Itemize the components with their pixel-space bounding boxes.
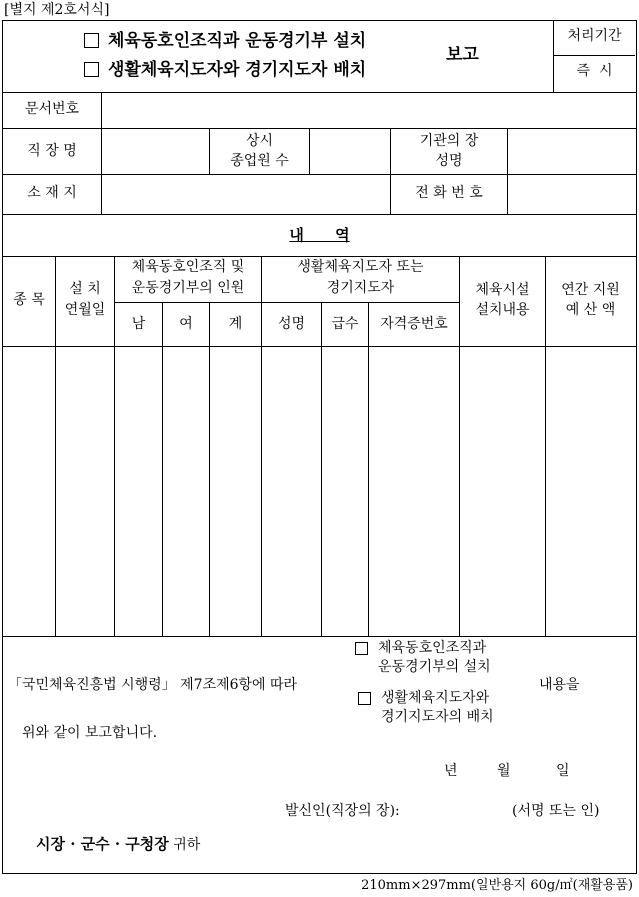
- statement-checkbox-1[interactable]: [355, 642, 368, 655]
- employees-label-line2: 종업원 수: [230, 153, 289, 169]
- statement-content-of: 내용을: [539, 677, 580, 693]
- statement-law: 「국민체육진흥법 시행령」 제7조제6항에 따라: [8, 677, 298, 693]
- head-label-line1: 기관의 장: [419, 133, 479, 149]
- recipient: [36, 835, 200, 855]
- statement-option-1-line2: 운동경기부의 설치: [378, 659, 491, 675]
- col-establish-line2: 연월일: [64, 302, 106, 318]
- workplace-label: 직 장 명: [27, 143, 77, 159]
- title-suffix: 보고: [446, 45, 479, 65]
- details-header: 내 역: [289, 226, 350, 244]
- location-label: 소 재 지: [27, 185, 77, 201]
- sign-label: (서명 또는 인): [512, 803, 600, 819]
- head-name-value[interactable]: [508, 129, 635, 174]
- location-value[interactable]: [102, 175, 390, 214]
- detail-table-body[interactable]: [3, 347, 635, 636]
- title-checkbox-2[interactable]: [84, 62, 99, 77]
- phone-label: 전 화 번 호: [415, 185, 483, 201]
- date-month: 월: [497, 763, 511, 779]
- date-day: 일: [556, 763, 570, 779]
- doc-number-value[interactable]: [102, 93, 635, 128]
- title-option-2: 생활체육지도자와 경기지도자 배치: [108, 60, 367, 80]
- col-cert: 자격증번호: [380, 316, 448, 332]
- phone-value[interactable]: [508, 175, 635, 214]
- col-instructor-line2: 경기지도자: [326, 280, 395, 296]
- statement-option-2-line1: 생활체육지도자와: [381, 690, 490, 706]
- col-budget-line1: 연간 지원: [561, 282, 620, 298]
- sender-label: 발신인(직장의 장):: [285, 803, 400, 819]
- col-male: 남: [131, 316, 146, 332]
- col-facility-line2: 설치내용: [475, 302, 530, 318]
- statement-report: 위와 같이 보고합니다.: [22, 725, 158, 741]
- col-establish-line1: 설 치: [69, 281, 101, 297]
- doc-number-label: 문서번호: [24, 101, 80, 117]
- statement-option-1-line1: 체육동호인조직과: [378, 640, 487, 656]
- col-facility-line1: 체육시설: [475, 282, 530, 298]
- col-total: 계: [228, 316, 243, 332]
- workplace-value[interactable]: [102, 129, 209, 174]
- statement-checkbox-2[interactable]: [358, 692, 371, 705]
- col-club-line2: 운동경기부의 인원: [131, 280, 245, 296]
- col-event: 종 목: [13, 292, 45, 308]
- employees-value[interactable]: [310, 129, 390, 174]
- head-label-line2: 성명: [435, 153, 463, 169]
- form-label: [별지 제2호서식]: [4, 2, 110, 18]
- recipient-title: 시장 · 군수 · 구청장: [36, 835, 169, 853]
- col-budget-line2: 예 산 액: [565, 302, 616, 318]
- paper-spec: 210mm×297mm(일반용지 60g/㎡(재활용품): [361, 878, 633, 893]
- date-year: 년: [444, 763, 458, 779]
- col-instructor-line1: 생활체육지도자 또는: [297, 259, 424, 275]
- statement-option-2-line2: 경기지도자의 배치: [381, 709, 494, 725]
- processing-value: 즉 시: [576, 63, 613, 79]
- col-grade: 급수: [331, 316, 359, 332]
- col-club-line1: 체육동호인조직 및: [131, 259, 245, 275]
- employees-label-line1: 상시: [245, 133, 274, 149]
- title-option-1: 체육동호인조직과 운동경기부 설치: [108, 31, 367, 51]
- processing-label: 처리기간: [567, 28, 622, 44]
- recipient-suffix: 귀하: [173, 837, 201, 853]
- title-checkbox-1[interactable]: [84, 33, 99, 48]
- col-female: 여: [179, 316, 193, 332]
- col-name: 성명: [277, 316, 306, 332]
